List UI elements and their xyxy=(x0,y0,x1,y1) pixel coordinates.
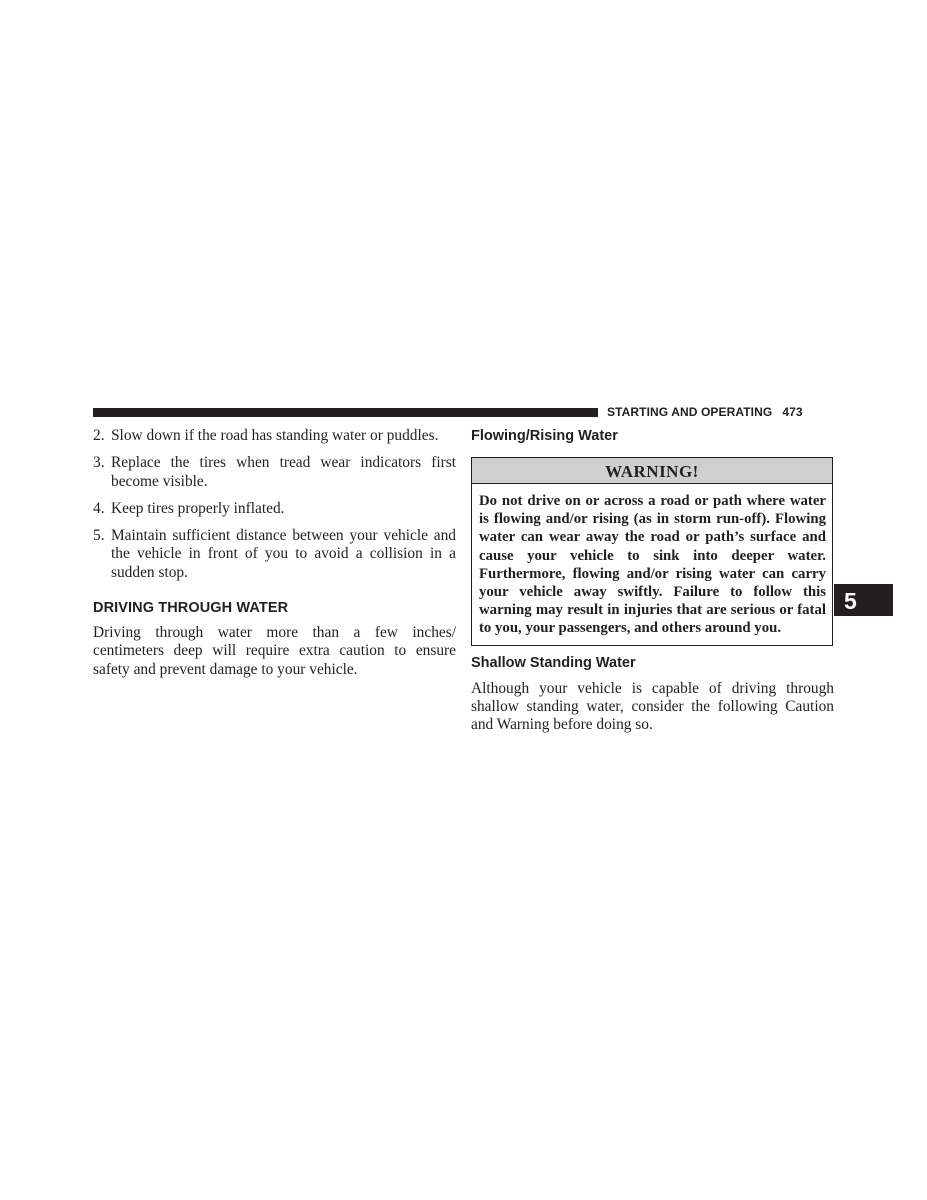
right-column xyxy=(471,427,834,735)
header-rule xyxy=(93,408,598,417)
chapter-number: 5 xyxy=(844,588,857,614)
warning-title: WARNING! xyxy=(472,458,832,484)
subsection-heading-shallow: Shallow Standing Water xyxy=(471,654,636,671)
subsection-paragraph: Although your vehicle is capable of driving through shallow standing water, consider the following Caution and Warning before doing so. xyxy=(471,679,834,734)
list-item-number: 5. xyxy=(93,527,105,545)
list-item xyxy=(93,454,456,491)
warning-body: Do not drive on or across a road or path where water is flowing and/or rising (as in storm run-off). Flowing water can wear away the road or path’s surface and cause your vehicle to sink into deeper water. Furthermore, flowing and/or rising water can carry your vehicle away swiftly. Failure to follow this warning may result in injuries that are serious or fatal to you, your passengers, and others around you. xyxy=(479,493,826,637)
list-item-number: 4. xyxy=(93,499,105,517)
running-header xyxy=(607,405,803,419)
subsection-heading: Flowing/Rising Water xyxy=(471,428,618,444)
list-item-text: Keep tires properly inflated. xyxy=(111,499,285,517)
list-item-number: 3. xyxy=(93,454,105,472)
section-paragraph: Driving through water more than a few inches/ centimeters deep will require extra caution to ensure safety and prevent damage to your vehicle. xyxy=(93,624,456,678)
section-title: STARTING AND OPERATING xyxy=(607,405,773,419)
warning-box xyxy=(471,457,833,646)
list-item xyxy=(93,500,456,518)
list-item-number: 2. xyxy=(93,427,105,444)
section-heading: DRIVING THROUGH WATER xyxy=(93,600,289,617)
left-column xyxy=(93,427,456,679)
chapter-tab xyxy=(834,584,893,616)
list-item xyxy=(93,427,456,445)
list-item-text: Replace the tires when tread wear indicators first become visible. xyxy=(111,454,456,490)
list-item-text: Slow down if the road has standing water or puddles. xyxy=(111,427,439,444)
list-item xyxy=(93,527,456,582)
tips-list xyxy=(93,427,456,582)
list-item-text: Maintain sufficient distance between your vehicle and the vehicle in front of you to avoid a collision in a sudden stop. xyxy=(111,527,456,581)
page-number: 473 xyxy=(782,405,803,419)
